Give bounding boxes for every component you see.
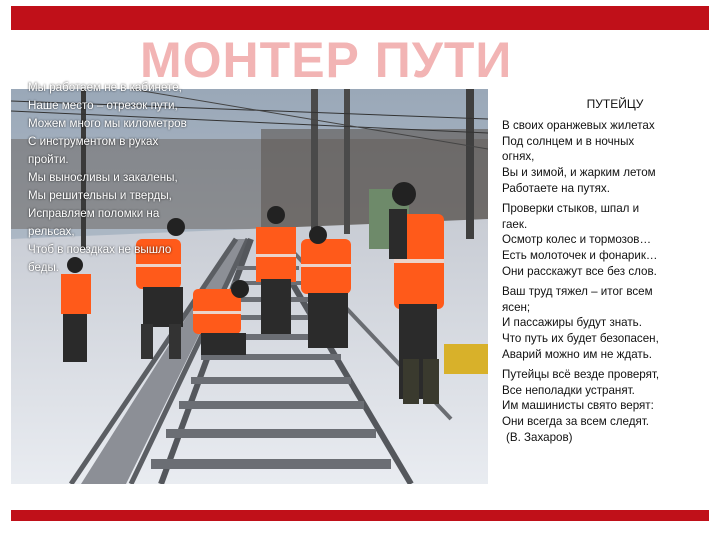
poem-left-line: Наше место – отрезок пути, (28, 99, 178, 112)
poem-left-line: Мы работаем не в кабинете, (28, 81, 182, 94)
poem-left-line: Можем много мы километров (28, 117, 187, 130)
poem-line: Есть молоточек и фонарик… (502, 249, 658, 263)
poem-line: Работаете на путях. (502, 181, 610, 195)
bottom-red-bar (11, 510, 709, 521)
poem-left-line: Чтоб в поездках не вышло (28, 243, 172, 256)
poem-line: ясен; (502, 300, 531, 314)
poem-line: Аварий можно им не ждать. (502, 347, 652, 361)
poem-left-line: Мы решительны и тверды, (28, 189, 172, 202)
poem-line: Они всегда за всем следят. (502, 415, 650, 429)
poem-line: Все неполадки устранят. (502, 383, 635, 397)
poem-line: Вы и зимой, и жарким летом (502, 166, 656, 180)
poem-line: гаек. (502, 217, 528, 231)
top-red-bar (11, 6, 709, 30)
poem-line: Под солнцем и в ночных (502, 134, 635, 148)
poem-left (28, 79, 243, 277)
poem-right (502, 97, 714, 446)
poem-heading: ПУТЕЙЦУ (586, 97, 644, 111)
poem-line: Ваш труд тяжел – итог всем (502, 284, 653, 298)
poem-line: Осмотр колес и тормозов… (502, 233, 652, 247)
poem-left-line: рельсах, (28, 225, 75, 238)
poem-left-line: беды. (28, 261, 60, 274)
poem-line: Путейцы всё везде проверят, (502, 367, 660, 381)
poem-left-line: пройти. (28, 153, 69, 166)
poem-line: И пассажиры будут знать. (502, 316, 642, 330)
poem-left-line: Исправляем поломки на (28, 207, 160, 220)
page-title: МОНТЕР ПУТИ (140, 32, 513, 88)
poem-line: Проверки стыков, шпал и (502, 201, 640, 215)
poem-line: огнях, (502, 150, 535, 164)
poem-left-line: С инструментом в руках (28, 135, 159, 148)
poem-line: Им машинисты свято верят: (502, 399, 654, 413)
poem-line: Что путь их будет безопасен, (502, 332, 659, 346)
poem-author: (В. Захаров) (506, 430, 573, 444)
poem-left-line: Мы выносливы и закалены, (28, 171, 178, 184)
poem-line: Они расскажут все без слов. (502, 264, 657, 278)
poem-line: В своих оранжевых жилетах (502, 118, 655, 132)
